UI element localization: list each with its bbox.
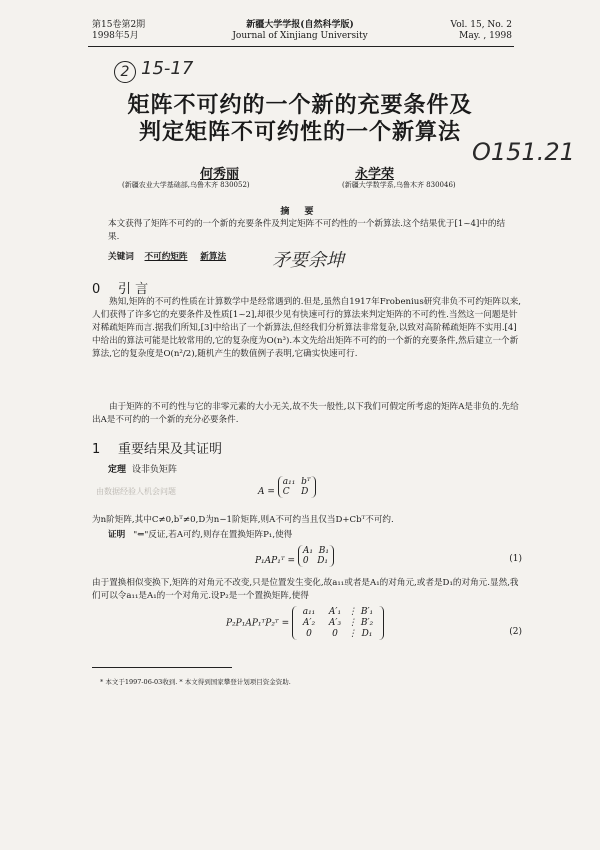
matrix-cell: a₁₁ [282,477,296,487]
author-2-affiliation: (新疆大学数学系,乌鲁木齐 830046) [342,181,456,189]
section-title: 引 言 [118,282,149,297]
journal-volume-english: Vol. 15, No. 2 May. , 1998 [450,20,512,41]
matrix-cell: 0 [306,629,312,639]
matrix-cell: A₁ [302,546,313,556]
intro-paragraph-1: 熟知,矩阵的不可约性质在计算数学中是经常遇到的.但是,虽然自1917年Frobenius研究非负不可约矩阵以来,人们获得了许多它的充要条件及性质[1~2],却很少见有快速可行的算法来判定矩阵的不可约性.当然这一问题是针对稀疏矩阵而言.据我们所知,[3]中给出了一个新算法,但经我们分析算法非常复杂,以致对高阶稀疏矩阵不实用.[4]中给出的算法可能是比较常用的,它的复杂度为O(n³).本文先给出矩阵不可约的一个新的充要条件,然后建立一个新算法,它的复杂度是O(n²/2),随机产生的数值例子表明,它确实快速可行. [92,297,522,359]
matrix-separator: ⋮ [348,607,357,617]
equation-2 [226,606,384,640]
handwritten-classification-number: O151.21 [472,138,575,166]
matrix-cell: B₁ [318,546,329,556]
author-1-affiliation: (新疆农业大学基础部,乌鲁木齐 830052) [122,181,250,189]
proof-paragraph: 由于置换相似变换下,矩阵的对角元不改变,只是位置发生变化,故a₁₁或者是A₁的对角元,或者是D₁的对角元.显然,我们可以令a₁₁是A₁的一个对角元.设P₂是一个置换矩阵,使得 [92,578,519,601]
matrix-cell: bᵀ [301,477,311,487]
proof-text: "⇐"反证,若A可约,则存在置换矩阵P₁,使得 [133,530,293,540]
matrix-cell: 0 [332,629,338,639]
matrix-cell: D [301,487,309,497]
abstract-text: 本文获得了矩阵不可约的一个新的充要条件及判定矩阵不可约性的一个新算法.这个结果优于[1~4]中的结果. [108,219,506,242]
matrix-cell: D₁ [317,556,329,566]
section-number: 0 [92,282,101,297]
journal-name: 新疆大学学报(自然科学版) Journal of Xinjiang University [232,20,368,41]
author-1-name: 何秀丽 [200,167,240,182]
matrix-cell: a₁₁ [302,607,316,617]
paper-title-line-2: 判定矩阵不可约性的一个新算法 [138,119,461,145]
equation-1-number: (1) [509,554,522,564]
handwritten-page-range: 15-17 [141,58,194,79]
paper-title-line-1: 矩阵不可约的一个新的充要条件及 [127,92,473,118]
theorem-text: 设非负矩阵 [132,465,178,475]
matrix-cell: B′₁ [360,607,374,617]
equation-1-matrix [298,545,334,567]
equation-2-lhs: P₂P₁AP₁ᵀP₂ᵀ = [226,618,290,629]
matrix-cell: C [282,487,290,497]
keywords-label: 关键词 [108,252,134,262]
matrix-cell: D₁ [361,629,373,639]
keyword-item: 新算法 [200,252,227,262]
section-title: 重要结果及其证明 [118,442,223,457]
bleed-through-text: 由数据经验人机会问题 [96,487,176,496]
keywords [108,250,236,262]
equation-2-number: (2) [509,627,522,637]
section-number: 1 [92,442,101,457]
author-2-name: 永学荣 [355,167,395,182]
matrix-separator: ⋮ [348,618,357,628]
handwritten-circled-number: 2 [114,61,136,83]
journal-volume-issue: 第15卷第2期 1998年5月 [92,20,146,41]
abstract-heading: 摘 要 [280,207,320,217]
matrix-cell: 0 [302,556,309,566]
matrix-a-lhs: A = [258,487,275,497]
footnote-rule [92,667,232,668]
matrix-a [278,476,316,498]
section-1-heading [92,438,222,457]
proof-start [108,529,522,542]
handwritten-signature: 矛要余坤 [272,250,344,271]
equation-1 [255,545,334,567]
matrix-cell: A′₂ [302,618,316,628]
matrix-cell: B′₂ [360,618,374,628]
matrix-cell: A′₁ [328,607,342,617]
footnote: * 本文于1997-06-03收到. * 本文得到国家攀登计划项目资金资助. [100,678,291,686]
section-0-heading [92,278,148,297]
theorem [108,462,177,475]
proof-label: 证明 [108,530,126,540]
theorem-label: 定理 [108,465,127,475]
header-rule [88,46,514,47]
theorem-condition: 为n阶矩阵,其中C≠0,bᵀ≠0,D为n−1阶矩阵,则A不可约当且仅当D+Cbᵀ不可约. [92,515,394,525]
intro-paragraph-2: 由于矩阵的不可约性与它的非零元素的大小无关,故不失一般性,以下我们可假定所考虑的矩阵A是非负的.先给出A是不可约的一个新的充分必要条件. [92,402,519,425]
matrix-cell: A′₃ [328,618,342,628]
matrix-a-equation [258,476,316,498]
equation-1-lhs: P₁AP₁ᵀ = [255,556,296,566]
keyword-item: 不可约矩阵 [144,252,188,262]
matrix-separator: ⋮ [348,629,357,639]
equation-2-matrix [292,606,384,640]
